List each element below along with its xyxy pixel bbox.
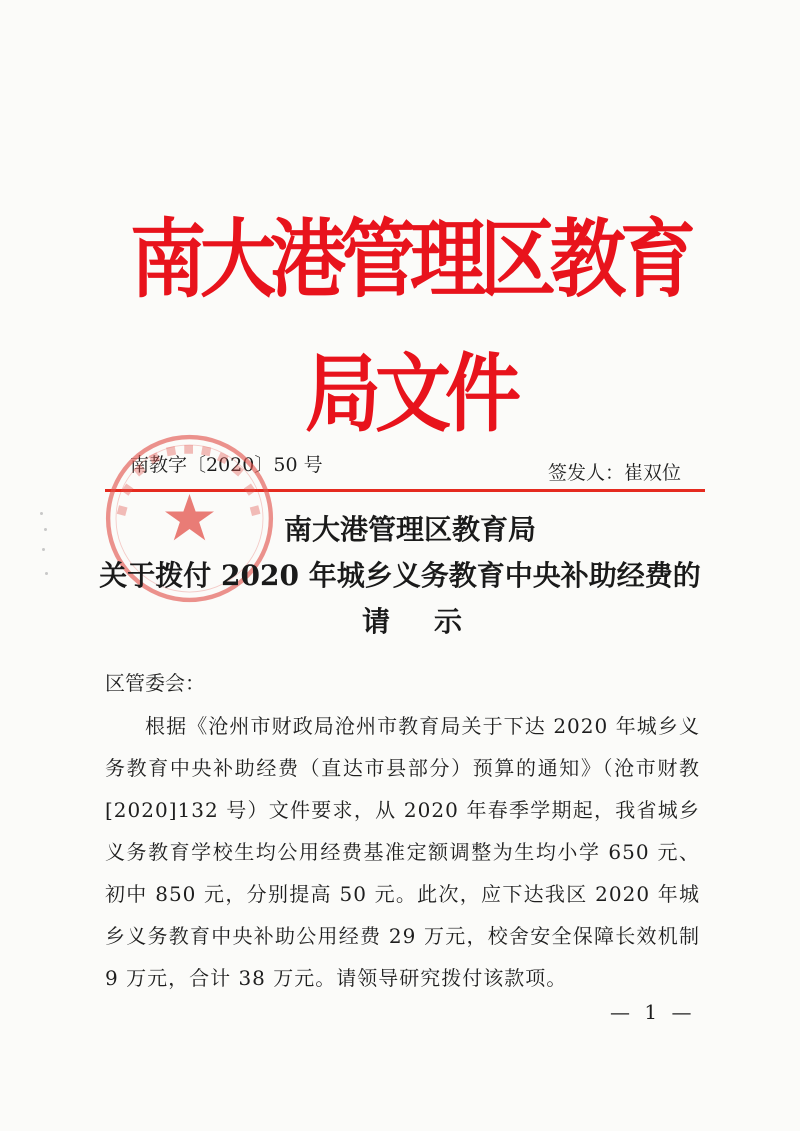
title-line-3: 请示 xyxy=(361,605,506,638)
title-line-2: 关于拨付 2020 年城乡义务教育中央补助经费的 xyxy=(99,559,701,592)
scan-speck xyxy=(40,512,43,515)
scan-speck xyxy=(45,572,48,575)
signer: 签发人：崔双位 xyxy=(548,462,682,484)
masthead-title: 南大港管理区教育局文件 xyxy=(130,209,690,444)
body-paragraph: 根据《沧州市财政局沧州市教育局关于下达 2020 年城乡义务教育中央补助经费（直达市县部分）预算的通知》（沧市财教[2020]132 号）文件要求，从 2020 年春季学期起，我省城乡义务教育学校生均公用经费基准定额调整为生均小学 650 元、初中 850 元，分别提高 50 元。此次，应下达我区 2020 年城乡义务教育中央补助公用经费 29 万元，校舍安全保障长效机制 9 万元，合计 38 万元。请领导研究拨付该款项。 xyxy=(105,714,700,990)
page-number: — 1 — xyxy=(610,1000,696,1024)
salutation: 区管委会： xyxy=(105,671,205,695)
scan-speck xyxy=(42,548,45,551)
title-line-1: 南大港管理区教育局 xyxy=(283,513,536,546)
document-number: 南教字〔2020〕50 号 xyxy=(130,454,323,476)
scan-speck xyxy=(44,528,47,531)
show-through-mark xyxy=(565,150,645,164)
